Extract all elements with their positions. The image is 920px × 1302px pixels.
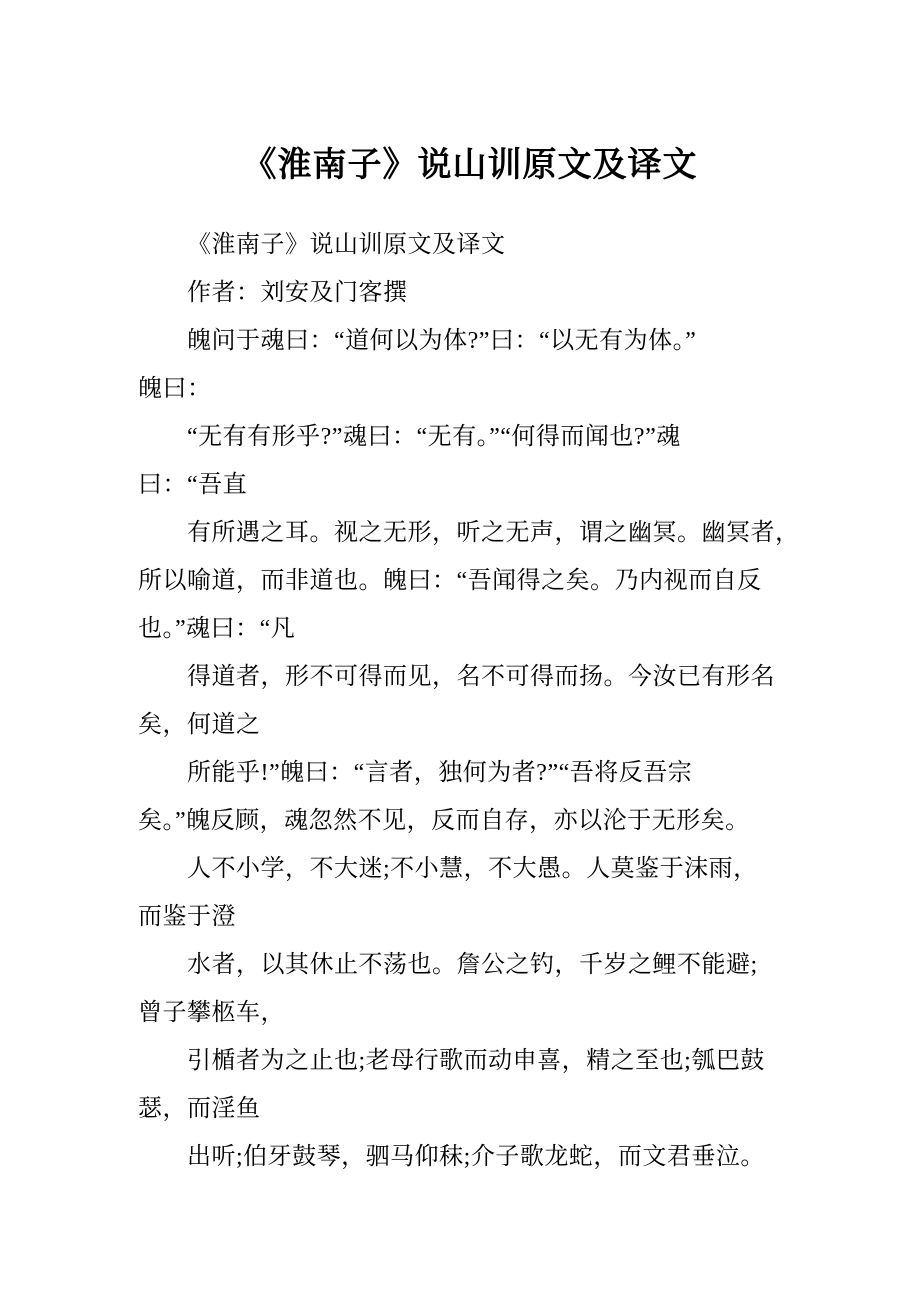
body-text-line: 作者：刘安及门客撰 [187,280,408,306]
body-text-line: 出听;伯牙鼓琴，驷马仰秣;介子歌龙蛇，而文君垂泣。 [187,1144,765,1170]
body-text-line: “无有有形乎?”魂曰：“无有。”“何得而闻也?”魂 [187,424,681,450]
body-text-line: 而鉴于澄 [138,904,236,930]
body-text-line: 所以喻道，而非道也。魄曰：“吾闻得之矣。乃内视而自反 [138,568,762,594]
body-text-line: 曰：“吾直 [138,472,248,498]
body-text-line: 矣，何道之 [138,712,261,738]
body-text-line: 瑟，而淫鱼 [138,1096,261,1122]
body-text-line: 魄问于魂曰：“道何以为体?”曰：“以无有为体。” [187,328,697,354]
body-text-line: 人不小学，不大迷;不小慧，不大愚。人莫鉴于沫雨， [187,856,758,882]
body-text-line: 也。”魂曰：“凡 [138,616,296,642]
body-text-line: 引楯者为之止也;老母行歌而动申喜，精之至也;瓠巴鼓 [187,1048,765,1074]
document-title: 《淮南子》说山训原文及译文 [242,147,698,184]
body-text-line: 魄曰： [138,376,212,402]
body-text-line: 曾子攀柩车， [138,1000,285,1026]
body-text-line: 所能乎!”魄曰：“言者，独何为者?”“吾将反吾宗 [187,760,693,786]
body-text-line: 有所遇之耳。视之无形，听之无声，谓之幽冥。幽冥者， [187,520,800,546]
body-text-line: 水者，以其休止不荡也。詹公之钓，千岁之鲤不能避; [187,952,758,978]
body-text-line: 得道者，形不可得而见，名不可得而扬。今汝已有形名 [187,664,775,690]
body-text-line: 矣。”魄反顾，魂忽然不见，反而自存，亦以沦于无形矣。 [138,808,750,834]
document-body [138,221,802,1181]
body-text-line: 《淮南子》说山训原文及译文 [187,232,506,258]
